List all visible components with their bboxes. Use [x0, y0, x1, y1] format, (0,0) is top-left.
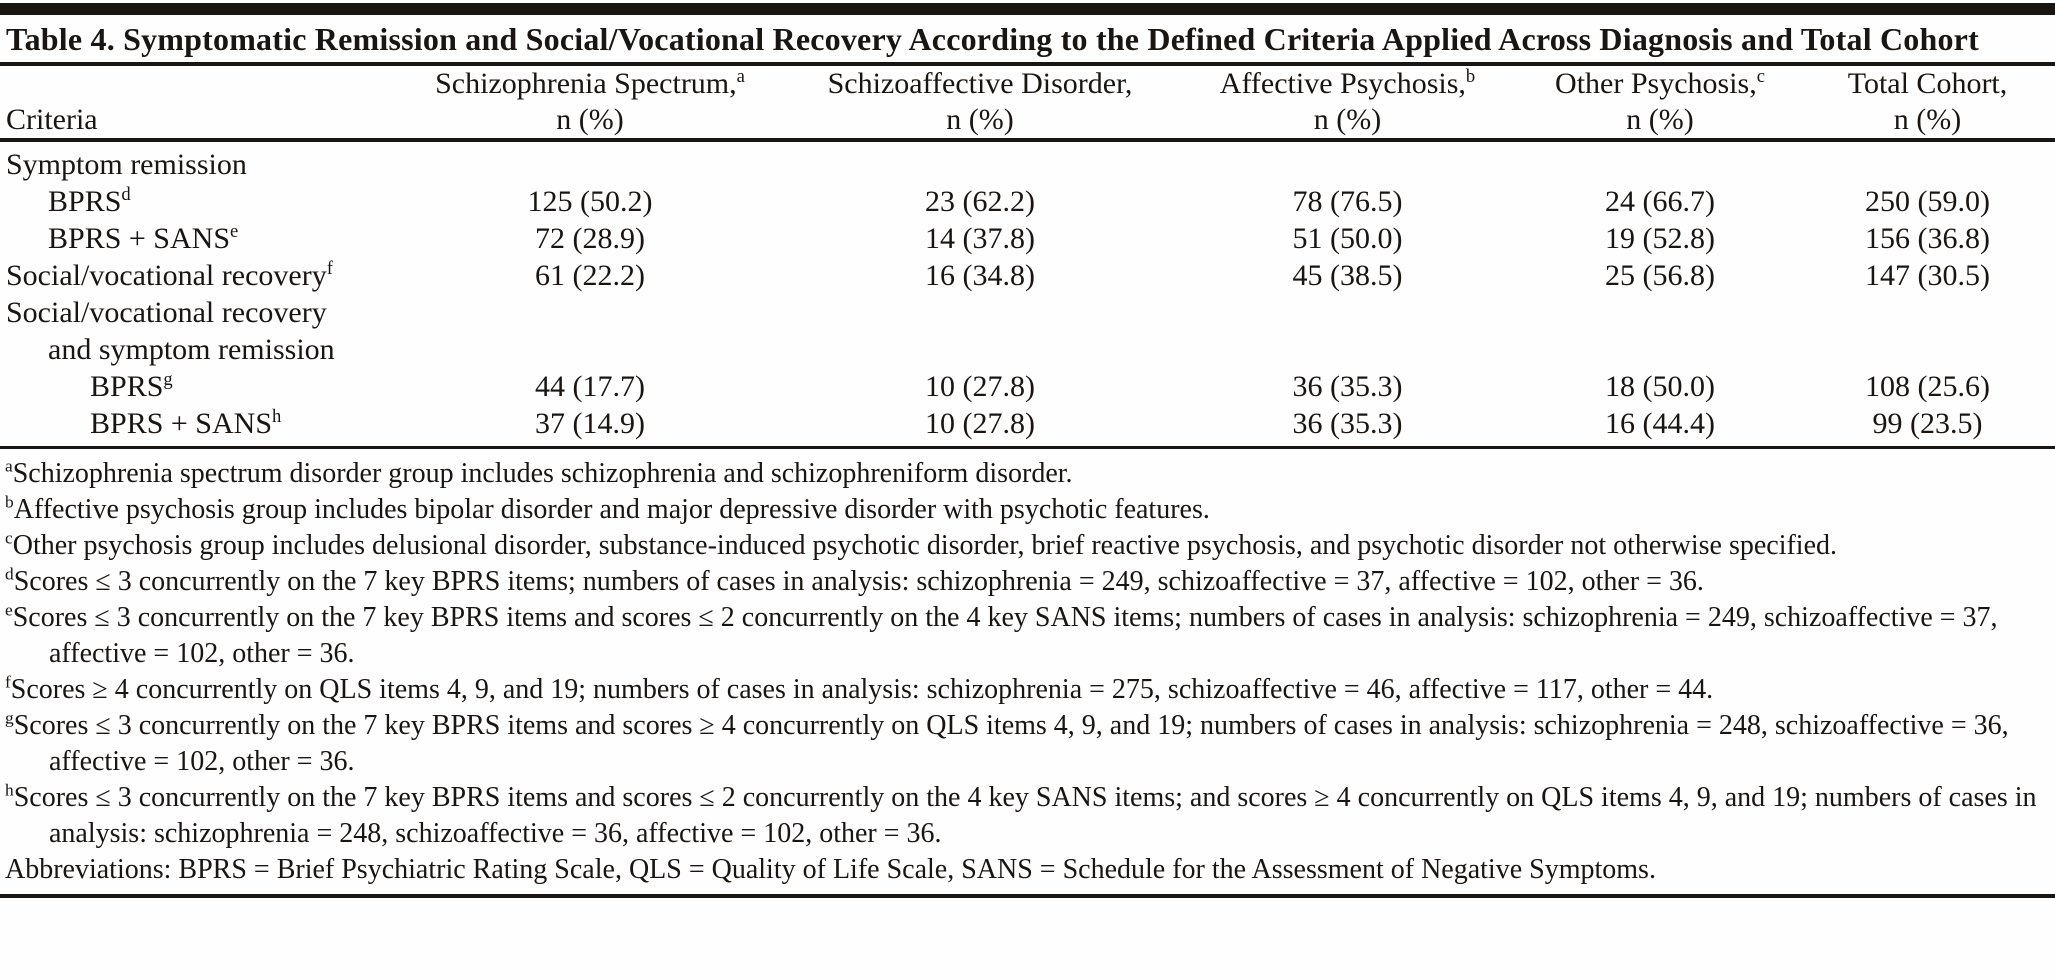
footnote: $^a$Schizophrenia spectrum disorder group includes schizophrenia and schizophreniform disorder.	[5, 456, 1073, 489]
footnote-marker: e	[230, 221, 239, 242]
table-header	[0, 66, 2055, 140]
column-header	[395, 66, 785, 140]
column-header-unit: n (%)	[556, 103, 624, 136]
cell-value: 61 (22.2)	[535, 259, 645, 292]
footnote-marker: a	[736, 66, 745, 87]
footnote-marker: c	[1756, 66, 1765, 87]
column-header-criteria: Criteria	[0, 66, 395, 140]
cell-value: 16 (34.8)	[925, 259, 1035, 292]
footnote-marker: h	[272, 406, 282, 427]
cell-value: 45 (38.5)	[1292, 259, 1403, 292]
column-header-label: Affective Psychosis,$^b$	[1219, 66, 1476, 100]
footnotes	[0, 449, 2055, 852]
footnote: $^h$Scores ≤ 3 concurrently on the 7 key BPRS items and scores ≤ 2 concurrently on the 4 key SANS items; and scores ≥ 4 concurrently on QLS items 4, 9, and 19; numbers of cases in analysis: schizophrenia = 248, schizoaffective = 36, affective = 102, other = 36.	[5, 780, 2037, 849]
table-row	[0, 294, 2055, 331]
footnote-marker: d	[5, 564, 14, 584]
cell-value: 23 (62.2)	[925, 185, 1035, 218]
column-header-label: Schizophrenia Spectrum,$^a$	[435, 66, 745, 100]
footnote-marker: f	[326, 258, 333, 279]
footnote-marker: d	[121, 184, 131, 205]
data-table	[0, 66, 2055, 449]
row-label: BPRS$^d$	[48, 184, 131, 218]
header-row	[0, 66, 2055, 140]
cell-value: 78 (76.5)	[1292, 185, 1403, 218]
table-row	[0, 183, 2055, 220]
cell-value: 10 (27.8)	[925, 370, 1035, 403]
footnote-marker: g	[5, 708, 14, 728]
footnote-marker: f	[5, 672, 11, 692]
footnote-marker: a	[5, 456, 13, 476]
top-rule	[0, 3, 2055, 15]
cell-value: 99 (23.5)	[1800, 405, 2055, 448]
row-label: BPRS$^g$	[90, 369, 173, 403]
footnote: $^f$Scores ≥ 4 concurrently on QLS items 4, 9, and 19; numbers of cases in analysis: schizophrenia = 275, schizoaffective = 46, affective = 117, other = 44.	[5, 672, 1714, 705]
table-body	[0, 140, 2055, 448]
column-header	[1800, 66, 2055, 140]
row-label: and symptom remission	[48, 333, 335, 366]
footnote: $^e$Scores ≤ 3 concurrently on the 7 key BPRS items and scores ≤ 2 concurrently on the 4 key SANS items; numbers of cases in analysis: schizophrenia = 249, schizoaffective = 37, affective = 102, other = 36.	[5, 600, 1998, 669]
table-row	[0, 257, 2055, 294]
cell-value: 250 (59.0)	[1865, 185, 1990, 218]
row-label: BPRS + $SANS^e$	[48, 221, 239, 255]
cell-value: 44 (17.7)	[535, 370, 645, 403]
cell-value	[395, 140, 785, 183]
footnote: $^b$Affective psychosis group includes bipolar disorder and major depressive disorder with psychotic features.	[5, 492, 1210, 525]
cell-value: 36 (35.3)	[1175, 405, 1520, 448]
row-label: Symptom remission	[6, 148, 247, 181]
cell-value: 14 (37.8)	[925, 222, 1035, 255]
column-header-unit: n (%)	[946, 103, 1014, 136]
row-label: BPRS + $SANS^h$	[0, 405, 395, 448]
cell-value: 37 (14.9)	[395, 405, 785, 448]
cell-value	[785, 294, 1175, 331]
footnote-marker: c	[5, 528, 13, 548]
footnote: $^c$Other psychosis group includes delusional disorder, substance-induced psychotic disorder, brief reactive psychosis, and psychotic disorder not otherwise specified.	[5, 528, 1838, 561]
cell-value	[1520, 140, 1800, 183]
cell-value	[1800, 331, 2055, 368]
cell-value: 24 (66.7)	[1605, 185, 1715, 218]
column-header-unit: n (%)	[1893, 103, 1962, 136]
cell-value: 36 (35.3)	[1292, 370, 1403, 403]
cell-value	[785, 331, 1175, 368]
cell-value	[1175, 331, 1520, 368]
row-label: Social/vocational recovery$^f$	[6, 258, 333, 292]
column-header	[1520, 66, 1800, 140]
row-label: Social/vocational recovery	[6, 296, 327, 329]
footnote-marker: b	[1465, 66, 1476, 87]
cell-value: 10 (27.8)	[785, 405, 1175, 448]
cell-value	[1175, 294, 1520, 331]
cell-value: 72 (28.9)	[535, 222, 645, 255]
column-header	[785, 66, 1175, 140]
column-header-label: Total Cohort,	[1847, 67, 2008, 100]
cell-value	[1520, 331, 1800, 368]
cell-value	[1800, 140, 2055, 183]
table-row	[0, 140, 2055, 183]
cell-value	[395, 294, 785, 331]
column-header-label: Other Psychosis,$^c$	[1555, 66, 1765, 100]
table-row	[0, 405, 2055, 448]
cell-value	[1800, 294, 2055, 331]
footnote: $^g$Scores ≤ 3 concurrently on the 7 key BPRS items and scores ≥ 4 concurrently on QLS items 4, 9, and 19; numbers of cases in analysis: schizophrenia = 248, schizoaffective = 36, affective = 102, other = 36.	[5, 708, 2009, 777]
footnote: $^d$Scores ≤ 3 concurrently on the 7 key BPRS items; numbers of cases in analysis: schizophrenia = 249, schizoaffective = 37, affective = 102, other = 36.	[5, 564, 1704, 597]
column-header	[1175, 66, 1520, 140]
cell-value: 25 (56.8)	[1605, 259, 1715, 292]
cell-value	[785, 140, 1175, 183]
footnote-marker: g	[163, 369, 173, 390]
abbreviations-line: Abbreviations: BPRS = Brief Psychiatric Rating Scale, QLS = Quality of Life Scale, SANS = Schedule for the Assessment of Negative Symptoms.	[5, 854, 1656, 885]
table-row	[0, 331, 2055, 368]
cell-value: 19 (52.8)	[1605, 222, 1715, 255]
footnote-marker: e	[5, 600, 13, 620]
cell-value	[1175, 140, 1520, 183]
cell-value: 16 (44.4)	[1520, 405, 1800, 448]
table-row	[0, 368, 2055, 405]
footnote-marker: b	[5, 492, 14, 512]
cell-value: 125 (50.2)	[527, 185, 653, 218]
cell-value: 147 (30.5)	[1865, 259, 1990, 292]
footnote-marker: h	[5, 780, 14, 800]
table-title: Table 4. Symptomatic Remission and Social/Vocational Recovery According to the Defined Criteria Applied Across Diagnosis and Total Cohort	[6, 21, 1979, 57]
column-header-unit: n (%)	[1626, 103, 1694, 136]
column-header-label: Schizoaffective Disorder,	[827, 67, 1133, 100]
table-row	[0, 220, 2055, 257]
cell-value: 18 (50.0)	[1605, 370, 1715, 403]
cell-value	[395, 331, 785, 368]
bottom-rule	[0, 894, 2055, 898]
column-header-unit: n (%)	[1313, 103, 1382, 136]
cell-value	[1520, 294, 1800, 331]
cell-value: 156 (36.8)	[1865, 222, 1990, 255]
cell-value: 108 (25.6)	[1865, 370, 1990, 403]
cell-value: 51 (50.0)	[1292, 222, 1403, 255]
